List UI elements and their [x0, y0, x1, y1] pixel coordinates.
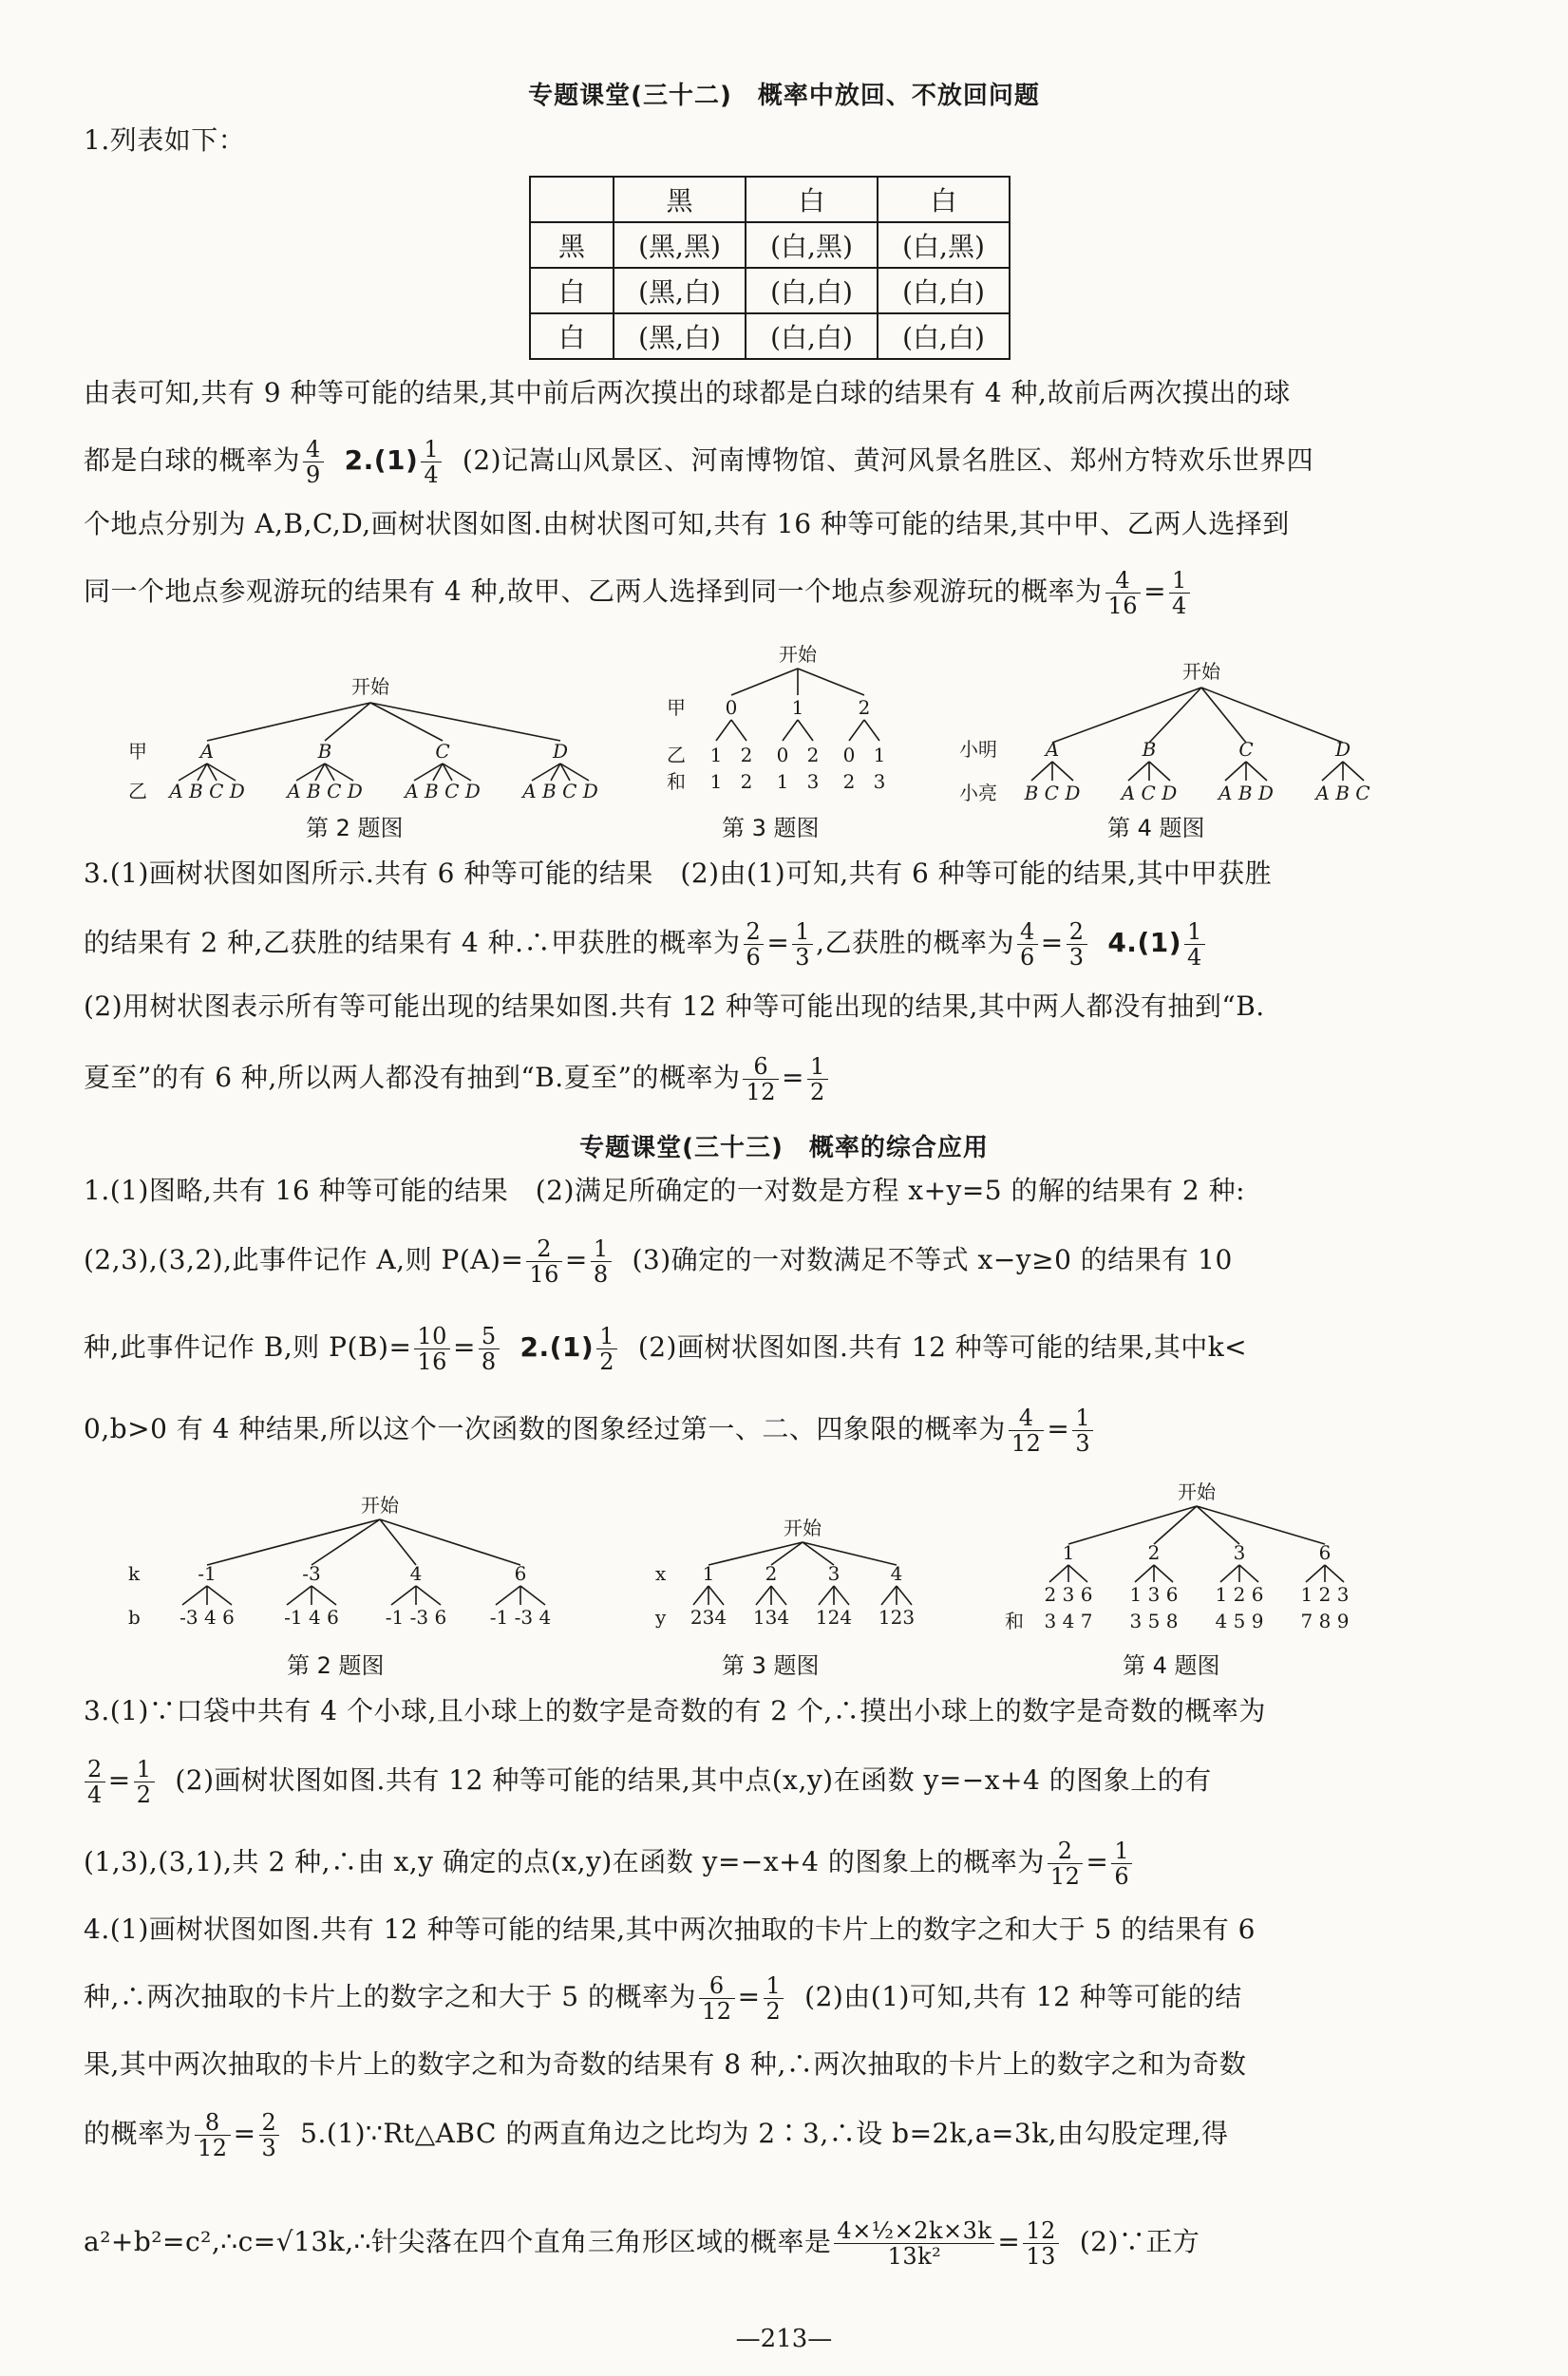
q1-intro: 1.列表如下：	[84, 124, 246, 156]
svg-text:A B C D: A B C D	[169, 780, 245, 802]
figure-caption: 第 4 题图	[1123, 1652, 1220, 1679]
text-line: 果,其中两次抽取的卡片上的数字之和为奇数的结果有 8 种,∴两次抽取的卡片上的数字之和为奇数	[84, 2048, 1247, 2080]
svg-text:甲: 甲	[128, 740, 147, 763]
fraction: $\frac{5}{8}$	[479, 1324, 500, 1374]
section-32-title: 专题课堂(三十二) 概率中放回、不放回问题	[528, 82, 1040, 110]
table-cell: 白	[530, 313, 614, 359]
svg-text:A B D: A B D	[1219, 782, 1274, 804]
svg-text:开始: 开始	[779, 643, 817, 666]
text-line: 3.(1)画树状图如图所示.共有 6 种等可能的结果 (2)由(1)可知,共有 6 种等可能的结果,其中甲获胜	[84, 858, 1273, 889]
fraction: $\frac{2}{16}$	[526, 1236, 562, 1287]
svg-text:1: 1	[1062, 1541, 1075, 1564]
svg-text:和: 和	[667, 770, 686, 793]
svg-text:A B C: A B C	[1315, 782, 1370, 804]
fraction: $\frac{6}{12}$	[699, 1973, 735, 2024]
fraction: $\frac{12}{13}$	[1023, 2218, 1059, 2269]
text-line: 夏至”的有 6 种,所以两人都没有抽到“B.夏至”的概率为 $\frac{6}{12}$ = $\frac{1}{2}$	[84, 1054, 1502, 1104]
svg-text:A B C D: A B C D	[405, 780, 481, 802]
table-cell: (白,黑)	[746, 222, 878, 268]
svg-text:4 5 9: 4 5 9	[1215, 1610, 1264, 1632]
tree-diagram-q3	[655, 634, 921, 815]
table-cell: 白	[530, 268, 614, 313]
svg-text:甲: 甲	[667, 696, 686, 719]
svg-text:k: k	[128, 1562, 141, 1585]
svg-text:A C D: A C D	[1121, 782, 1178, 804]
svg-text:3 4 7: 3 4 7	[1044, 1610, 1093, 1632]
svg-text:3: 3	[806, 770, 820, 793]
svg-text:y: y	[655, 1606, 667, 1629]
fraction: $\frac{4}{16}$	[1105, 568, 1142, 618]
fraction: $\frac{2}{6}$	[744, 919, 765, 970]
text-line: 都是白球的概率为 $\frac{4}{9}$ 2.(1) $\frac{1}{4}$ (2)记嵩山风景区、河南博物馆、黄河风景名胜区、郑州方特欢乐世界四	[84, 436, 1314, 488]
fraction: $\frac{6}{12}$	[743, 1054, 779, 1104]
fraction: $\frac{1}{2}$	[134, 1757, 155, 1807]
svg-text:3: 3	[1233, 1541, 1246, 1564]
svg-text:C: C	[435, 740, 450, 763]
fraction: $\frac{2}{12}$	[1048, 1839, 1084, 1889]
table-cell: (黑,白)	[614, 313, 746, 359]
svg-text:1: 1	[709, 770, 723, 793]
table-cell: 黑	[530, 222, 614, 268]
svg-text:-3: -3	[302, 1562, 321, 1585]
text-line: 种,∴两次抽取的卡片上的数字之和大于 5 的概率为 $\frac{6}{12}$ = $\frac{1}{2}$ (2)由(1)可知,共有 12 种等可能的结	[84, 1972, 1242, 2025]
svg-text:2: 2	[858, 696, 871, 719]
svg-text:B C D: B C D	[1024, 782, 1081, 804]
table-cell: 白	[746, 177, 878, 222]
text-line: $\frac{2}{4}$ = $\frac{1}{2}$ (2)画树状图如图.共有 12 种等可能的结果,其中点(x,y)在函数 y=−x+4 的图象上的有	[82, 1757, 1502, 1807]
svg-text:123: 123	[878, 1606, 916, 1629]
fraction: $\frac{1}{2}$	[764, 1973, 784, 2024]
svg-text:2: 2	[740, 770, 753, 793]
svg-text:134: 134	[752, 1606, 790, 1629]
svg-text:0: 0	[725, 696, 738, 719]
svg-text:-3 4 6: -3 4 6	[179, 1606, 235, 1629]
svg-text:开始: 开始	[784, 1517, 822, 1539]
section-33-title: 专题课堂(三十三) 概率的综合应用	[579, 1134, 989, 1162]
svg-text:3: 3	[827, 1562, 841, 1585]
svg-text:1 3 6: 1 3 6	[1129, 1583, 1179, 1606]
fraction: $\frac{1}{2}$	[596, 1324, 617, 1374]
svg-text:1: 1	[702, 1562, 715, 1585]
svg-text:A B C D: A B C D	[287, 780, 363, 802]
svg-text:B: B	[1142, 738, 1157, 761]
svg-text:2: 2	[765, 1562, 778, 1585]
svg-text:开始: 开始	[351, 675, 389, 698]
fraction: $\frac{2}{3}$	[259, 2110, 280, 2160]
tree-diagram-2-q2	[114, 1481, 608, 1643]
fraction: $\frac{8}{12}$	[195, 2110, 231, 2160]
figure-caption: 第 3 题图	[722, 815, 820, 841]
tree-diagram-2-q4	[997, 1470, 1377, 1641]
fraction: $\frac{1}{4}$	[1169, 568, 1190, 618]
figure-caption: 第 4 题图	[1107, 815, 1205, 841]
svg-text:3 5 8: 3 5 8	[1129, 1610, 1179, 1632]
text-line: 3.(1)∵口袋中共有 4 个小球,且小球上的数字是奇数的有 2 个,∴摸出小球上的数字是奇数的概率为	[84, 1695, 1266, 1726]
outcome-table	[529, 176, 1011, 360]
text-line: (1,3),(3,1),共 2 种,∴由 x,y 确定的点(x,y)在函数 y=−x+4 的图象上的概率为 $\frac{2}{12}$ = $\frac{1}{6}$	[84, 1839, 1502, 1889]
svg-text:-1: -1	[198, 1562, 217, 1585]
svg-text:开始: 开始	[1178, 1480, 1216, 1503]
svg-text:4: 4	[409, 1562, 423, 1585]
svg-text:1: 1	[791, 696, 804, 719]
svg-text:2: 2	[842, 770, 856, 793]
text-line: 0,b>0 有 4 种结果,所以这个一次函数的图象经过第一、二、四象限的概率为 $\frac{4}{12}$ = $\frac{1}{3}$	[84, 1405, 1502, 1456]
table-cell: (白,黑)	[878, 222, 1010, 268]
text-line: (2)用树状图表示所有等可能出现的结果如图.共有 12 种等可能出现的结果,其中两人都没有抽到“B.	[84, 990, 1265, 1022]
fraction: $\frac{2}{3}$	[1067, 919, 1087, 970]
svg-text:2: 2	[740, 744, 753, 766]
fraction: $\frac{4}{9}$	[303, 437, 324, 487]
text-line: 同一个地点参观游玩的结果有 4 种,故甲、乙两人选择到同一个地点参观游玩的概率为 $\frac{4}{16}$ = $\frac{1}{4}$	[84, 568, 1502, 618]
svg-text:1: 1	[776, 770, 789, 793]
page-number: —213—	[735, 2325, 833, 2353]
svg-text:234: 234	[690, 1606, 727, 1629]
svg-text:C: C	[1238, 738, 1254, 761]
svg-text:7 8 9: 7 8 9	[1300, 1610, 1350, 1632]
text-line: a²+b²=c²,∴c=√13k,∴针尖落在四个直角三角形区域的概率是 $\frac{\text{4×½×2k×3k}}{\text{13k²}}$ = $\frac{12}{13}$ (2)∵正方	[84, 2217, 1200, 2270]
svg-text:1: 1	[873, 744, 886, 766]
svg-text:小亮: 小亮	[959, 782, 997, 804]
fraction: $\frac{1}{4}$	[1184, 919, 1205, 970]
svg-text:A B C D: A B C D	[522, 780, 598, 802]
svg-text:乙: 乙	[128, 780, 147, 802]
fraction: $\frac{1}{6}$	[1111, 1839, 1132, 1889]
svg-text:6: 6	[514, 1562, 527, 1585]
svg-text:D: D	[1334, 738, 1351, 761]
text-line: 1.(1)图略,共有 16 种等可能的结果 (2)满足所确定的一对数是方程 x+y=5 的解的结果有 2 种:	[84, 1175, 1246, 1206]
svg-text:-1 -3 4: -1 -3 4	[489, 1606, 552, 1629]
table-cell: 白	[878, 177, 1010, 222]
fraction: $\frac{1}{8}$	[591, 1236, 612, 1287]
figure-caption: 第 2 题图	[306, 815, 404, 841]
svg-text:1 2 3: 1 2 3	[1300, 1583, 1350, 1606]
svg-text:3: 3	[873, 770, 886, 793]
text-line: 个地点分别为 A,B,C,D,画树状图如图.由树状图可知,共有 16 种等可能的结果,其中甲、乙两人选择到	[84, 508, 1290, 539]
table-cell: 黑	[614, 177, 746, 222]
fraction: $\frac{4}{6}$	[1017, 919, 1038, 970]
figure-caption: 第 2 题图	[287, 1652, 385, 1679]
text-line: 的概率为 $\frac{8}{12}$ = $\frac{2}{3}$ 5.(1)∵Rt△ABC 的两直角边之比均为 2∶3,∴设 b=2k,a=3k,由勾股定理,得	[84, 2109, 1229, 2161]
fraction: $\frac{1}{3}$	[1072, 1405, 1093, 1456]
svg-text:A: A	[199, 740, 215, 763]
svg-text:1: 1	[709, 744, 723, 766]
fraction: $\frac{1}{2}$	[807, 1054, 828, 1104]
svg-text:x: x	[655, 1562, 667, 1585]
svg-text:开始: 开始	[361, 1494, 399, 1517]
text-line: (2,3),(3,2),此事件记作 A,则 P(A)= $\frac{2}{16}$ = $\frac{1}{8}$ (3)确定的一对数满足不等式 x−y≥0 的结果有 10	[84, 1235, 1233, 1288]
table-cell: (白,白)	[746, 268, 878, 313]
fraction: $\frac{4}{12}$	[1009, 1405, 1045, 1456]
table-cell: (白,白)	[746, 313, 878, 359]
fraction: $\frac{2}{4}$	[85, 1757, 105, 1807]
svg-text:0: 0	[776, 744, 789, 766]
svg-text:2: 2	[1147, 1541, 1161, 1564]
fraction: $\frac{1}{4}$	[421, 437, 442, 487]
svg-text:4: 4	[890, 1562, 903, 1585]
tree-diagram-q4	[950, 650, 1396, 820]
table-cell: (白,白)	[878, 313, 1010, 359]
fraction: $\frac{10}{16}$	[414, 1324, 450, 1374]
svg-text:b: b	[128, 1606, 141, 1629]
fraction: $\frac{\text{4×½×2k×3k}}{\text{13k²}}$	[834, 2218, 994, 2269]
svg-text:-1 4 6: -1 4 6	[284, 1606, 339, 1629]
svg-text:小明: 小明	[959, 738, 997, 761]
table-cell: (黑,黑)	[614, 222, 746, 268]
svg-text:B: B	[317, 740, 332, 763]
tree-diagram-2-q3	[646, 1510, 931, 1643]
svg-text:D: D	[552, 740, 569, 763]
svg-text:乙: 乙	[667, 744, 686, 766]
fraction: $\frac{1}{3}$	[792, 919, 813, 970]
svg-text:2 3 6: 2 3 6	[1044, 1583, 1093, 1606]
figure-caption: 第 3 题图	[722, 1652, 820, 1679]
svg-text:A: A	[1045, 738, 1060, 761]
text-line: 4.(1)画树状图如图.共有 12 种等可能的结果,其中两次抽取的卡片上的数字之和大于 5 的结果有 6	[84, 1914, 1256, 1945]
table-cell: (白,白)	[878, 268, 1010, 313]
svg-text:-1 -3 6: -1 -3 6	[385, 1606, 447, 1629]
svg-text:6: 6	[1318, 1541, 1332, 1564]
text-line: 种,此事件记作 B,则 P(B)= $\frac{10}{16}$ = $\frac{5}{8}$ 2.(1) $\frac{1}{2}$ (2)画树状图如图.共有 12 种等可能的结果,其中k<	[84, 1323, 1248, 1375]
svg-text:124: 124	[815, 1606, 853, 1629]
svg-text:1 2 6: 1 2 6	[1215, 1583, 1264, 1606]
svg-text:2: 2	[806, 744, 820, 766]
text-line: 的结果有 2 种,乙获胜的结果有 4 种.∴甲获胜的概率为 $\frac{2}{6}$ = $\frac{1}{3}$ ,乙获胜的概率为 $\frac{4}{6}$ = $\frac{2}{3}$ 4.(1) $\frac{1}{4}$	[84, 919, 1502, 970]
table-cell	[530, 177, 614, 222]
svg-text:和: 和	[1005, 1610, 1024, 1632]
svg-text:0: 0	[842, 744, 856, 766]
table-cell: (黑,白)	[614, 268, 746, 313]
text-line: 由表可知,共有 9 种等可能的结果,其中前后两次摸出的球都是白球的结果有 4 种,故前后两次摸出的球	[84, 377, 1291, 408]
svg-text:开始: 开始	[1182, 660, 1220, 683]
